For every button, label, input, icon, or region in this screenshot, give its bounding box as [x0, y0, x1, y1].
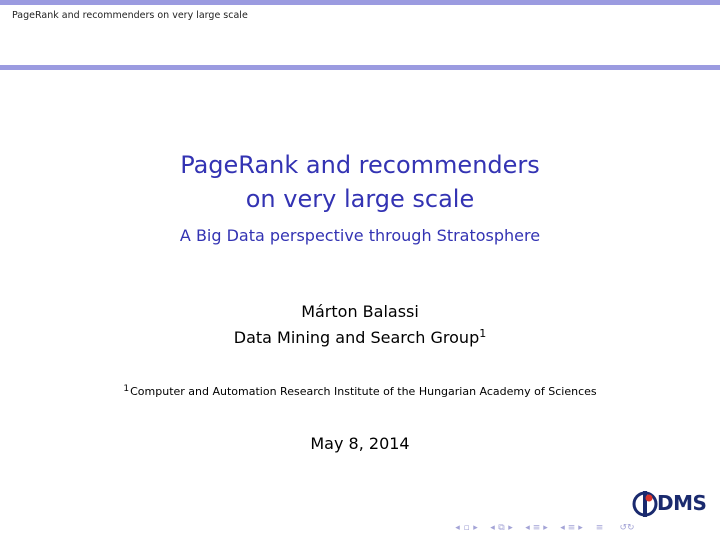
section-icon[interactable]: ≡ [532, 523, 541, 533]
header-rule [0, 65, 720, 70]
dms-logo-text: DMS [657, 491, 707, 515]
nav-right-arrow-icon[interactable]: ▸ [578, 523, 583, 533]
nav-right-arrow-icon[interactable]: ▸ [508, 523, 513, 533]
header-short-title: PageRank and recommenders on very large scale [12, 10, 248, 21]
author-name: Márton Balassi [301, 302, 419, 321]
subsection-icon[interactable]: ⧉ [498, 523, 505, 533]
dms-logo-emblem-icon [632, 489, 658, 519]
nav-left-arrow-icon[interactable]: ◂ [455, 523, 460, 533]
nav-right-arrow-icon[interactable]: ▸ [473, 523, 478, 533]
beamer-navigation [454, 521, 639, 535]
nav-left-arrow-icon[interactable]: ◂ [525, 523, 530, 533]
title-line-2: on very large scale [245, 185, 475, 213]
frame-icon[interactable]: ▫ [463, 523, 470, 533]
nav-left-arrow-icon[interactable]: ◂ [490, 523, 495, 533]
document-icon[interactable]: ≡ [595, 523, 604, 533]
author-group [0, 328, 720, 347]
affiliation-text: Computer and Automation Research Institute of the Hungarian Academy of Sciences [130, 385, 597, 398]
dms-logo [632, 489, 714, 519]
top-accent-bar [0, 0, 720, 5]
title-block [0, 148, 720, 216]
nav-left-arrow-icon[interactable]: ◂ [560, 523, 565, 533]
affiliation [0, 385, 720, 398]
nav-right-arrow-icon[interactable]: ▸ [543, 523, 548, 533]
group-name: Data Mining and Search Group [233, 328, 480, 347]
search-icon[interactable]: ↺↻ [619, 523, 635, 533]
title-line-1: PageRank and recommenders [180, 151, 540, 179]
group-footnote-mark: 1 [479, 327, 487, 340]
appendix-icon[interactable]: ≡ [567, 523, 576, 533]
subtitle: A Big Data perspective through Stratosphere [179, 226, 541, 245]
affiliation-footnote-mark: 1 [123, 384, 130, 394]
presentation-date: May 8, 2014 [310, 434, 410, 453]
